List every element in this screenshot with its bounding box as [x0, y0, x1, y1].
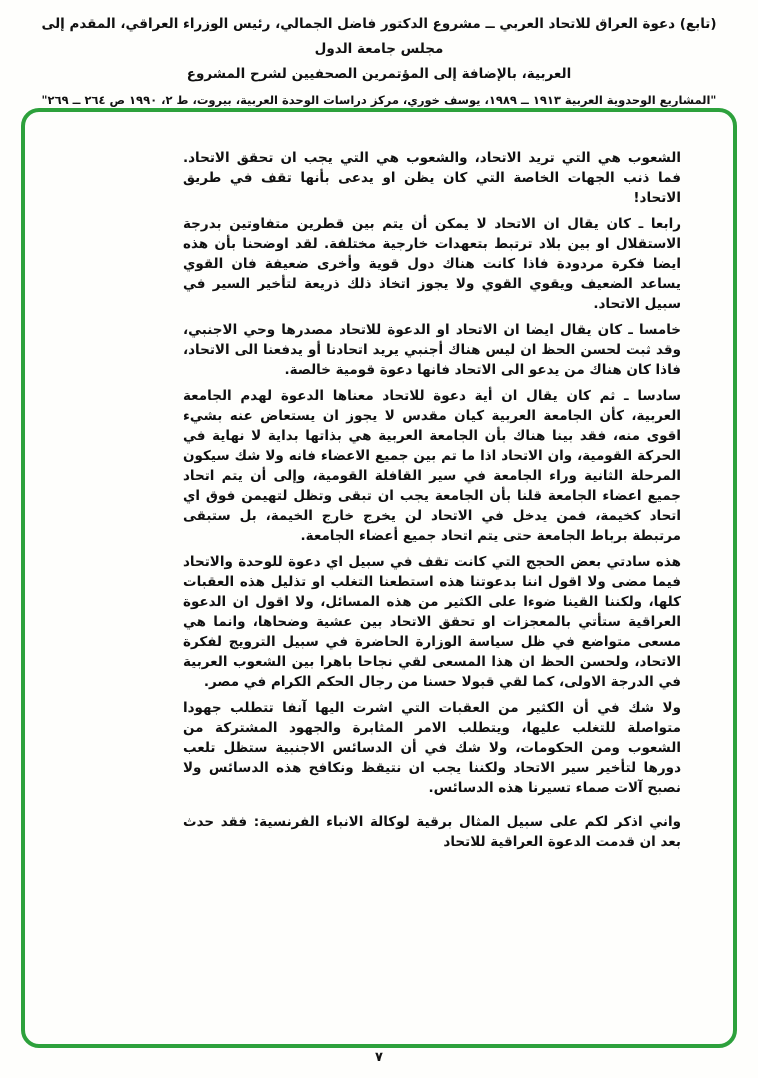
body-paragraph: واني اذكر لكم على سبيل المثال برقية لوكالة الانباء الفرنسية: فقد حدث بعد ان قدمت الدعوة العراقية للاتحاد [183, 814, 681, 850]
body-paragraph: ولا شك في أن الكثير من العقبات التي اشرت اليها آنفا تتطلب جهودا متواصلة للتغلب عليها، ويتطلب الامر المثابرة والجهود المشتركة من الشعوب ومن الحكومات، ولا شك في أن الدسائس الاجنبية ستظل تلعب دورها لتأخير سير الاتحاد ولكننا يجب ان نتيقظ ونكافح هذه الدسائس ولا نصبح آلات صماء تسيرنا هذه الدسائس. [183, 700, 681, 796]
header-title-line-2: العربية، بالإضافة إلى المؤتمرين الصحفيين لشرح المشروع [186, 66, 572, 82]
body-paragraph: الشعوب هي التي تريد الاتحاد، والشعوب هي التي يجب ان تحقق الاتحاد. فما ذنب الجهات الخاصة التي كان يظن او يدعى بأنها تقف في طريق الاتحاد! [183, 150, 681, 206]
body-paragraph: هذه سادتي بعض الحجج التي كانت تقف في سبيل اي دعوة للوحدة والاتحاد فيما مضى ولا اقول اننا بدعوتنا هذه استطعنا التغلب او تذليل هذه العقبات كلها، ولكننا القينا ضوءا على الكثير من هذه المسائل، ولا اقول ان الدعوة العراقية ستأتي بالمعجزات او تحقق الاتحاد بين عشية وضحاها، وانما هي مسعى متواضع في ظل سياسة الوزارة الحاضرة في سبيل الترويج لفكرة الاتحاد، ولحسن الحظ ان هذا المسعى لقي نجاحا باهرا بين الشعوب العربية في الدرجة الاولى، كما لقي قبولا حسنا من رجال الحكم الكرام في مصر. [183, 554, 681, 690]
body-paragraph: خامسا ـ كان يقال ايضا ان الاتحاد او الدعوة للاتحاد مصدرها وحي الاجنبي، وقد ثبت لحسن الحظ ان ليس هناك أجنبي يريد اتحادنا أو يدفعنا الى الاتحاد، فاذا كان هناك من يدعو الى الاتحاد فانها دعوة قومية خالصة. [183, 322, 681, 378]
content-border-frame [21, 108, 737, 1048]
header-title-line-1: (تابع) دعوة العراق للاتحاد العربي ــ مشروع الدكتور فاضل الجمالي، رئيس الوزراء العراقي، المقدم إلى مجلس جامعة الدول [41, 16, 717, 57]
body-paragraph: سادسا ـ ثم كان يقال ان أية دعوة للاتحاد معناها الدعوة لهدم الجامعة العربية، كأن الجامعة العربية كيان مقدس لا يجوز ان يستعاض عنه بشيء اقوى منه، فقد بينا هناك بأن الجامعة العربية هي بذاتها بداية لا نهاية في الحركة القومية، وان الاتحاد اذا ما تم بين جميع الاعضاء فانه ولا شك سيكون المرحلة الثانية وراء الجامعة في سير القافلة القومية، وإلى أن يتم اتحاد جميع اعضاء الجامعة قلنا بأن الجامعة يجب ان تبقى وتظل لتهيمن فوق اي اتحاد كخيمة، فمن يدخل في الاتحاد لن يخرج خارج الخيمة، بل ستبقى مرتبطة برباط الجامعة حتى يتم اتحاد جميع أعضاء الجامعة. [183, 388, 681, 544]
body-text-block [183, 148, 681, 858]
document-header [18, 12, 740, 112]
page-footer [0, 1050, 758, 1065]
body-paragraph: رابعا ـ كان يقال ان الاتحاد لا يمكن أن يتم بين قطرين متفاوتين بدرجة الاستقلال او بين بلاد ترتبط بتعهدات خارجية مختلفة. لقد اوضحنا بأن هذه ايضا فكرة مردودة فاذا كانت هناك دول قوية وأخرى ضعيفة فان القوي يساعد الضعيف ويقوي القوي ولا يجوز اتخاذ ذلك ذريعة لتأخير السير في سبيل الاتحاد. [183, 216, 681, 312]
page-number: ٧ [375, 1050, 383, 1065]
header-source-citation: "المشاريع الوحدوية العربية ١٩١٣ ــ ١٩٨٩، يوسف خوري، مركز دراسات الوحدة العربية، بيروت، ط ٢، ١٩٩٠ ص ٢٦٤ ــ ٢٦٩" [41, 93, 717, 107]
